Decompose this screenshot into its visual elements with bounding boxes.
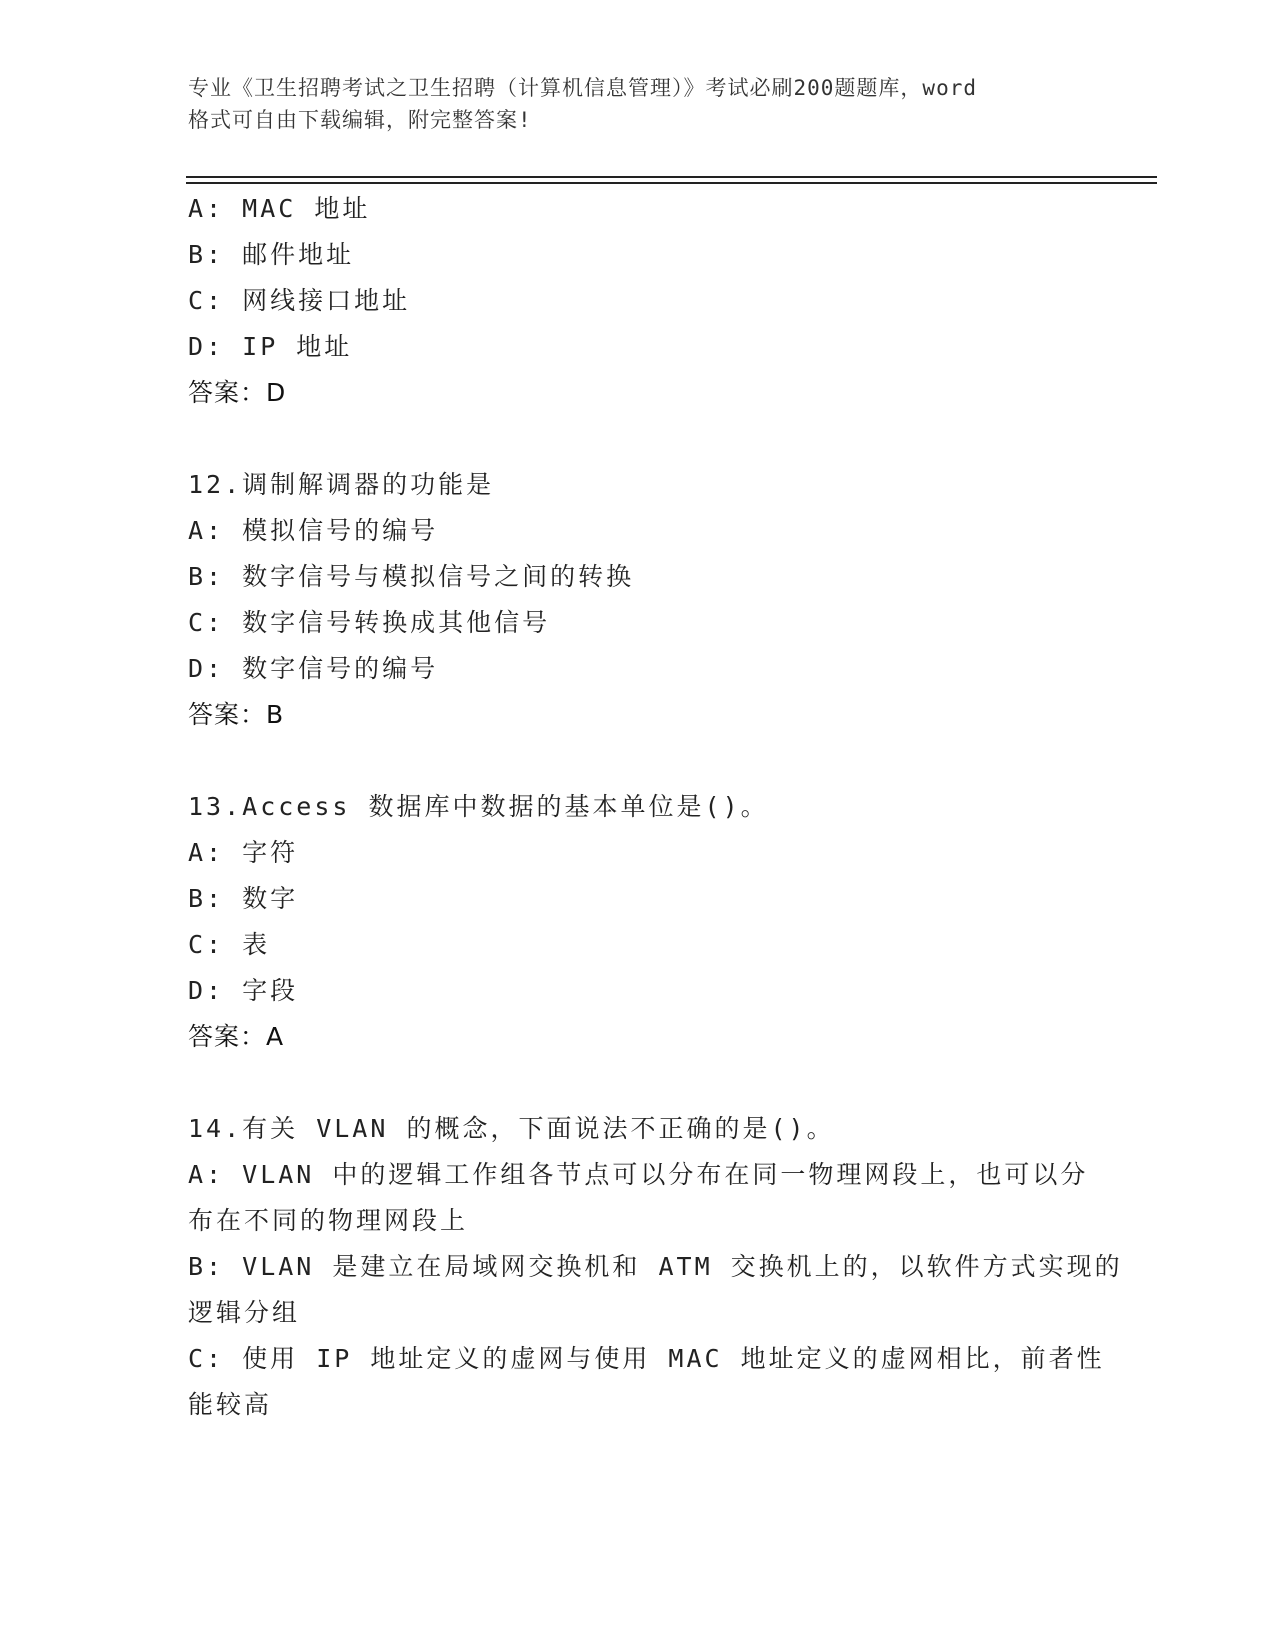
- q13-option-a: A: 字符: [188, 838, 299, 867]
- q12-answer: 答案：B: [188, 700, 285, 729]
- q14-option-b-line-2: 逻辑分组: [188, 1298, 301, 1327]
- q13-question: 13.Access 数据库中数据的基本单位是()。: [188, 792, 769, 821]
- q11-option-b: B: 邮件地址: [188, 240, 355, 269]
- q13-answer: 答案：A: [188, 1022, 285, 1051]
- document-header: [188, 72, 1088, 136]
- q14-option-b-line-1: B: VLAN 是建立在局域网交换机和 ATM 交换机上的，以软件方式实现的: [188, 1252, 1123, 1281]
- q14-option-a-line-2: 布在不同的物理网段上: [188, 1206, 469, 1235]
- header-divider-bottom: [186, 182, 1157, 184]
- q14-option-a-line-1: A: VLAN 中的逻辑工作组各节点可以分布在同一物理网段上，也可以分: [188, 1160, 1089, 1189]
- q12-option-c: C: 数字信号转换成其他信号: [188, 608, 551, 637]
- q14-option-c-line-2: 能较高: [188, 1390, 273, 1419]
- q12-option-d: D: 数字信号的编号: [188, 654, 439, 683]
- q11-option-c: C: 网线接口地址: [188, 286, 411, 315]
- q11-option-d: D: IP 地址: [188, 332, 353, 361]
- header-divider-top: [186, 176, 1157, 178]
- q13-option-c: C: 表: [188, 930, 271, 959]
- q14-option-c-line-1: C: 使用 IP 地址定义的虚网与使用 MAC 地址定义的虚网相比，前者性: [188, 1344, 1105, 1373]
- q12-option-b: B: 数字信号与模拟信号之间的转换: [188, 562, 635, 591]
- q11-option-a: A: MAC 地址: [188, 194, 371, 223]
- q14-question: 14.有关 VLAN 的概念，下面说法不正确的是()。: [188, 1114, 835, 1143]
- q12-option-a: A: 模拟信号的编号: [188, 516, 439, 545]
- q13-option-b: B: 数字: [188, 884, 299, 913]
- header-line-2: 格式可自由下载编辑，附完整答案!: [188, 108, 532, 132]
- header-line-1: 专业《卫生招聘考试之卫生招聘（计算机信息管理）》考试必刷200题题库，word: [188, 76, 977, 100]
- q13-option-d: D: 字段: [188, 976, 299, 1005]
- q12-question: 12.调制解调器的功能是: [188, 470, 495, 499]
- q11-answer: 答案：D: [188, 378, 287, 407]
